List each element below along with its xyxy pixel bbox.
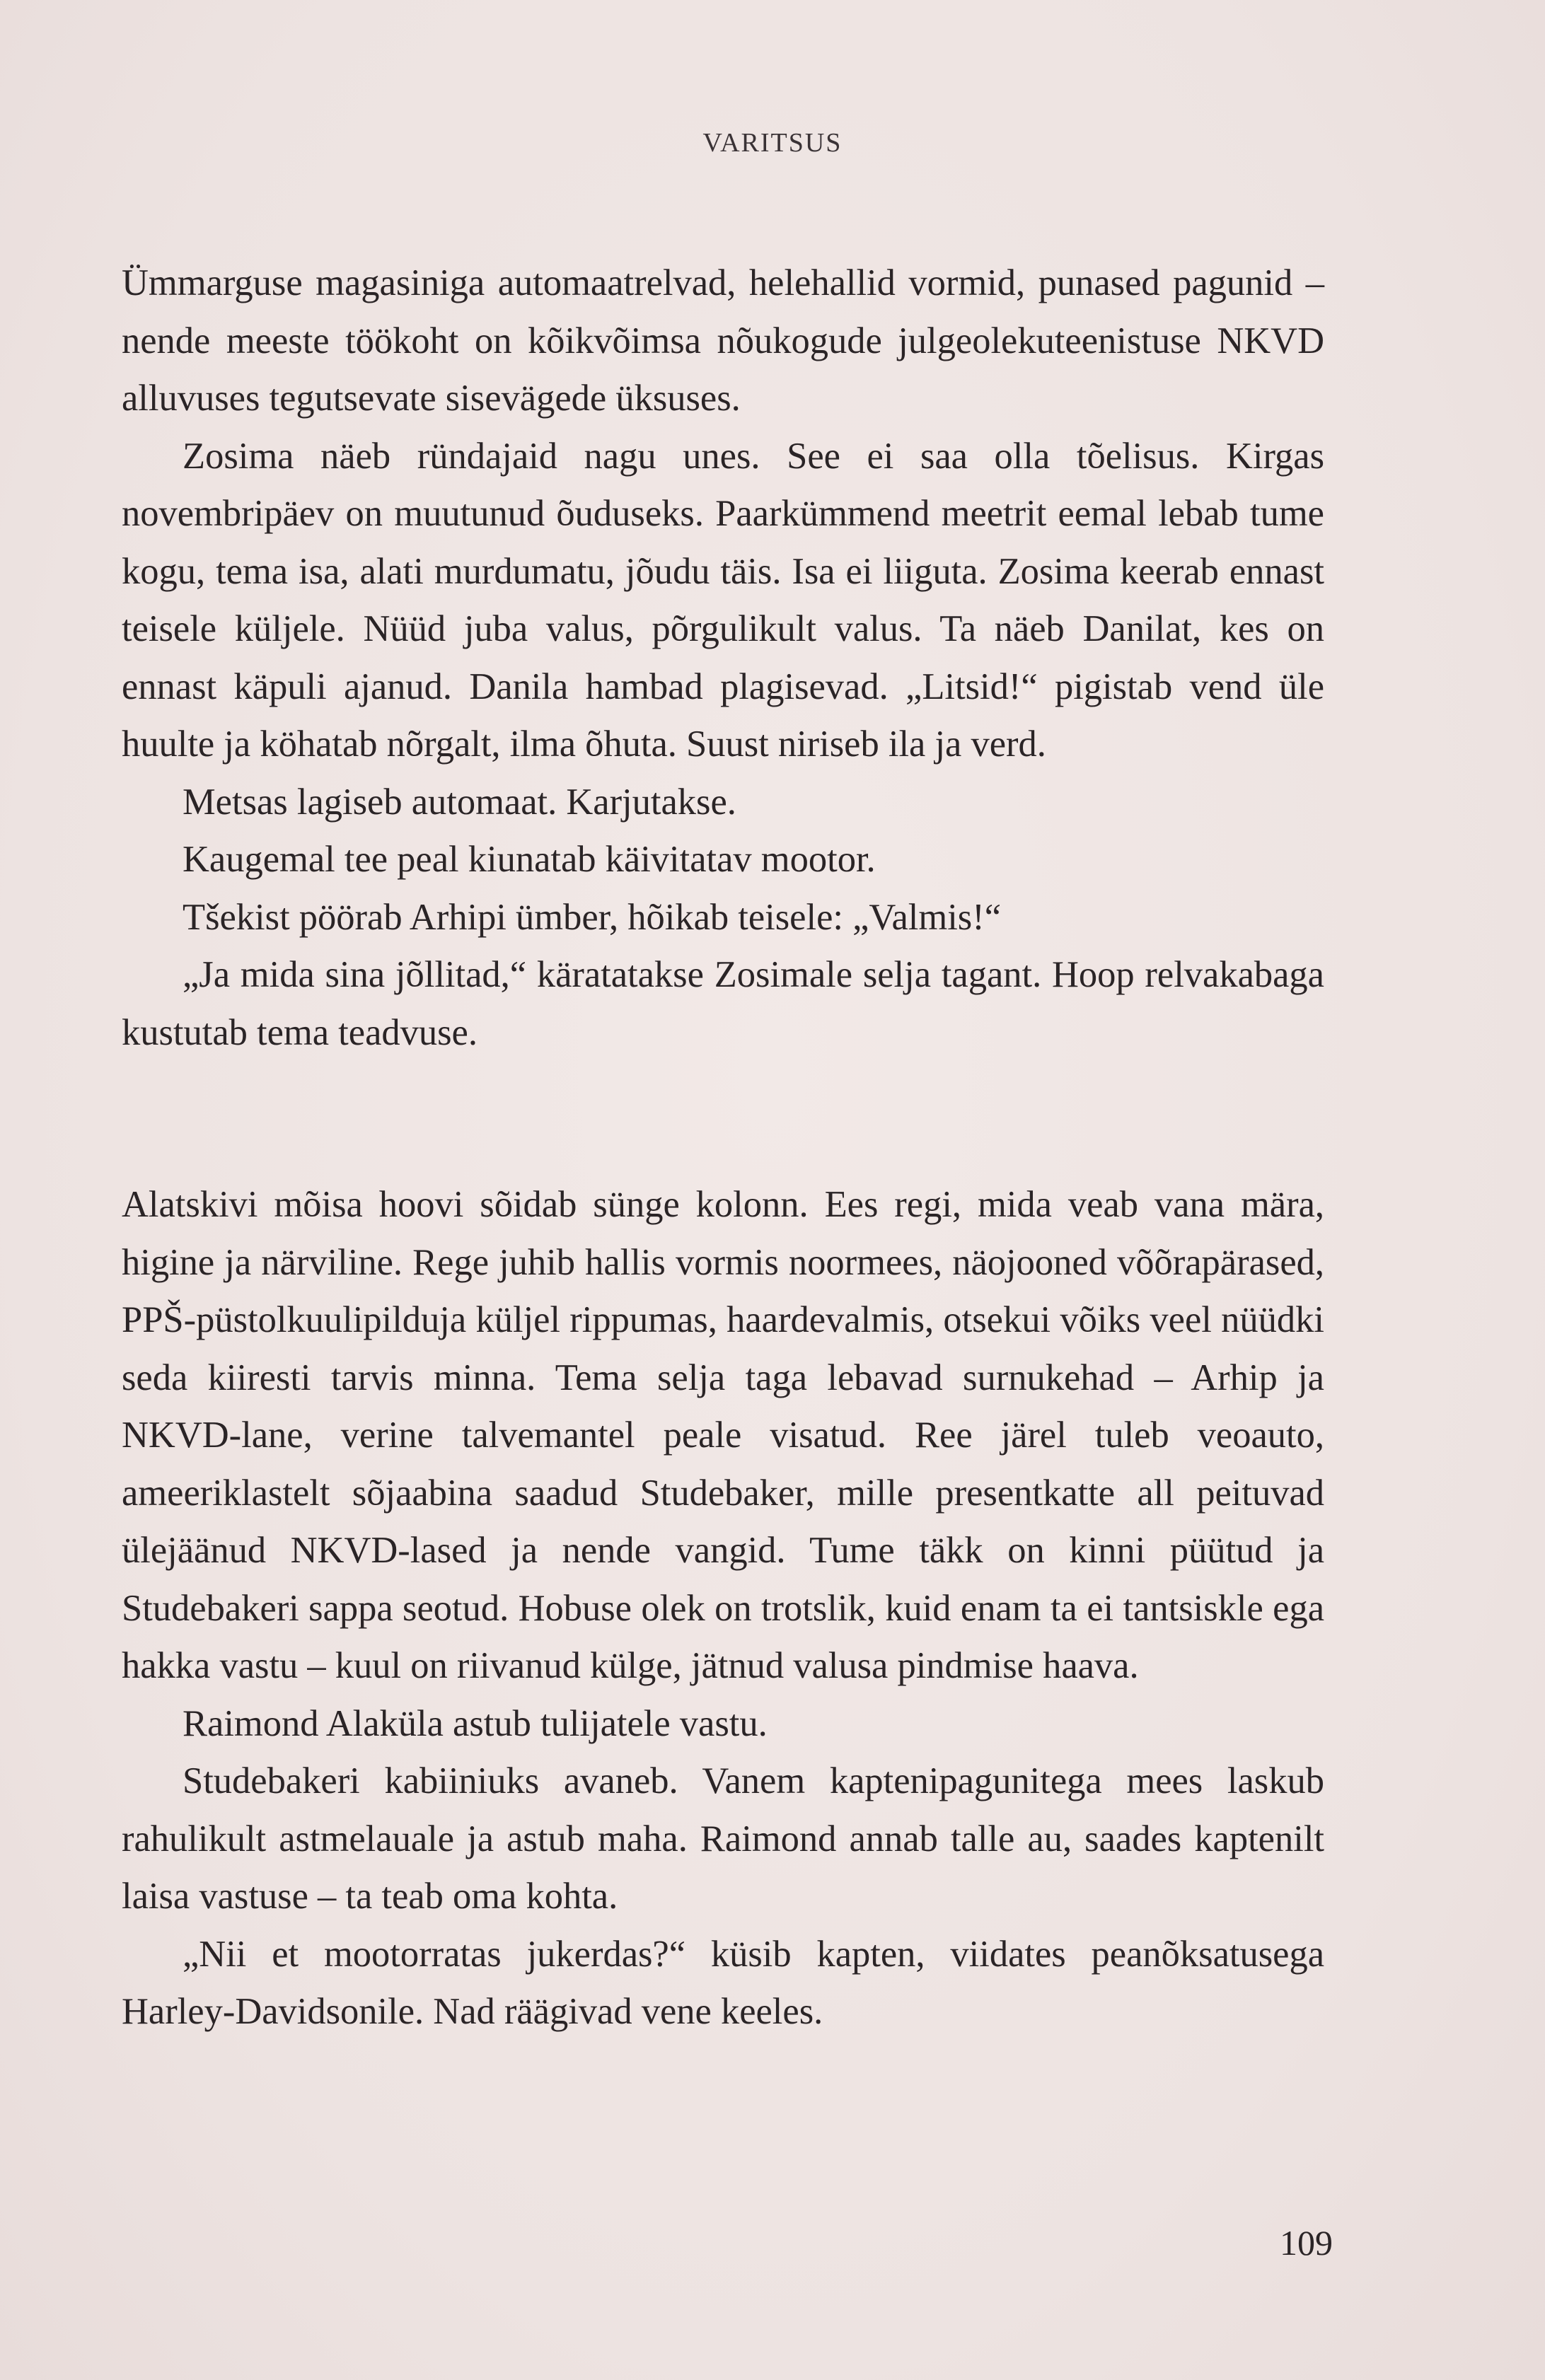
paragraph: Metsas lagiseb automaat. Karjutakse.	[183, 781, 736, 823]
paragraph: Tšekist pöörab Arhipi ümber, hõikab teisele: „Valmis!“	[183, 896, 1001, 938]
paragraph: Kaugemal tee peal kiunatab käivitatav mootor.	[183, 839, 876, 880]
body-text	[122, 255, 1324, 2041]
paragraph: „Nii et mootorratas jukerdas?“ küsib kapten, viidates peanõksatusega Harley-Davidsonile. Nad räägivad vene keeles.	[122, 1933, 1324, 2032]
paragraph: Raimond Alaküla astub tulijatele vastu.	[183, 1702, 768, 1744]
paragraph: Ümmarguse magasiniga automaatrelvad, helehallid vormid, punased pagunid – nende meeste töökoht on kõikvõimsa nõukogude julgeolekuteenistuse NKVD alluvuses tegutsevate sisevägede üksuses.	[122, 262, 1324, 419]
paragraph: „Ja mida sina jõllitad,“ käratatakse Zosimale selja tagant. Hoop relvakabaga kustutab tema teadvuse.	[122, 954, 1324, 1053]
page-number: 109	[1280, 2223, 1333, 2263]
paragraph: Zosima näeb ründajaid nagu unes. See ei saa olla tõelisus. Kirgas novembripäev on muutunud õuduseks. Paarkümmend meetrit eemal lebab tume kogu, tema isa, alati murdumatu, jõudu täis. Isa ei liiguta. Zosima keerab ennast teisele küljele. Nüüd juba valus, põrgulikult valus. Ta näeb Danilat, kes on ennast käpuli ajanud. Danila hambad plagisevad. „Litsid!“ pigistab vend üle huulte ja köhatab nõrgalt, ilma õhuta. Suust niriseb ila ja verd.	[122, 435, 1324, 765]
running-head: VARITSUS	[702, 128, 843, 158]
paragraph: Studebakeri kabiiniuks avaneb. Vanem kaptenipagunitega mees laskub rahulikult astmelauale ja astub maha. Raimond annab talle au, saades kaptenilt laisa vastuse – ta teab oma kohta.	[122, 1760, 1324, 1917]
section-start-paragraph: Alatskivi mõisa hoovi sõidab sünge kolonn. Ees regi, mida veab vana mära, higine ja närviline. Rege juhib hallis vormis noormees, näojooned võõrapärased, PPŠ-püstolkuulipilduja küljel rippumas, haardevalmis, otsekui võiks veel nüüdki seda kiiresti tarvis minna. Tema selja taga lebavad surnukehad – Arhip ja NKVD-lane, verine talvemantel peale visatud. Ree järel tuleb veoauto, ameeriklastelt sõjaabina saadud Studebaker, mille presentkatte all peituvad ülejäänud NKVD-lased ja nende vangid. Tume täkk on kinni püütud ja Studebakeri sappa seotud. Hobuse olek on trotslik, kuid enam ta ei tantsiskle ega hakka vastu – kuul on riivanud külge, jätnud valusa pindmise haava.	[122, 1184, 1324, 1686]
